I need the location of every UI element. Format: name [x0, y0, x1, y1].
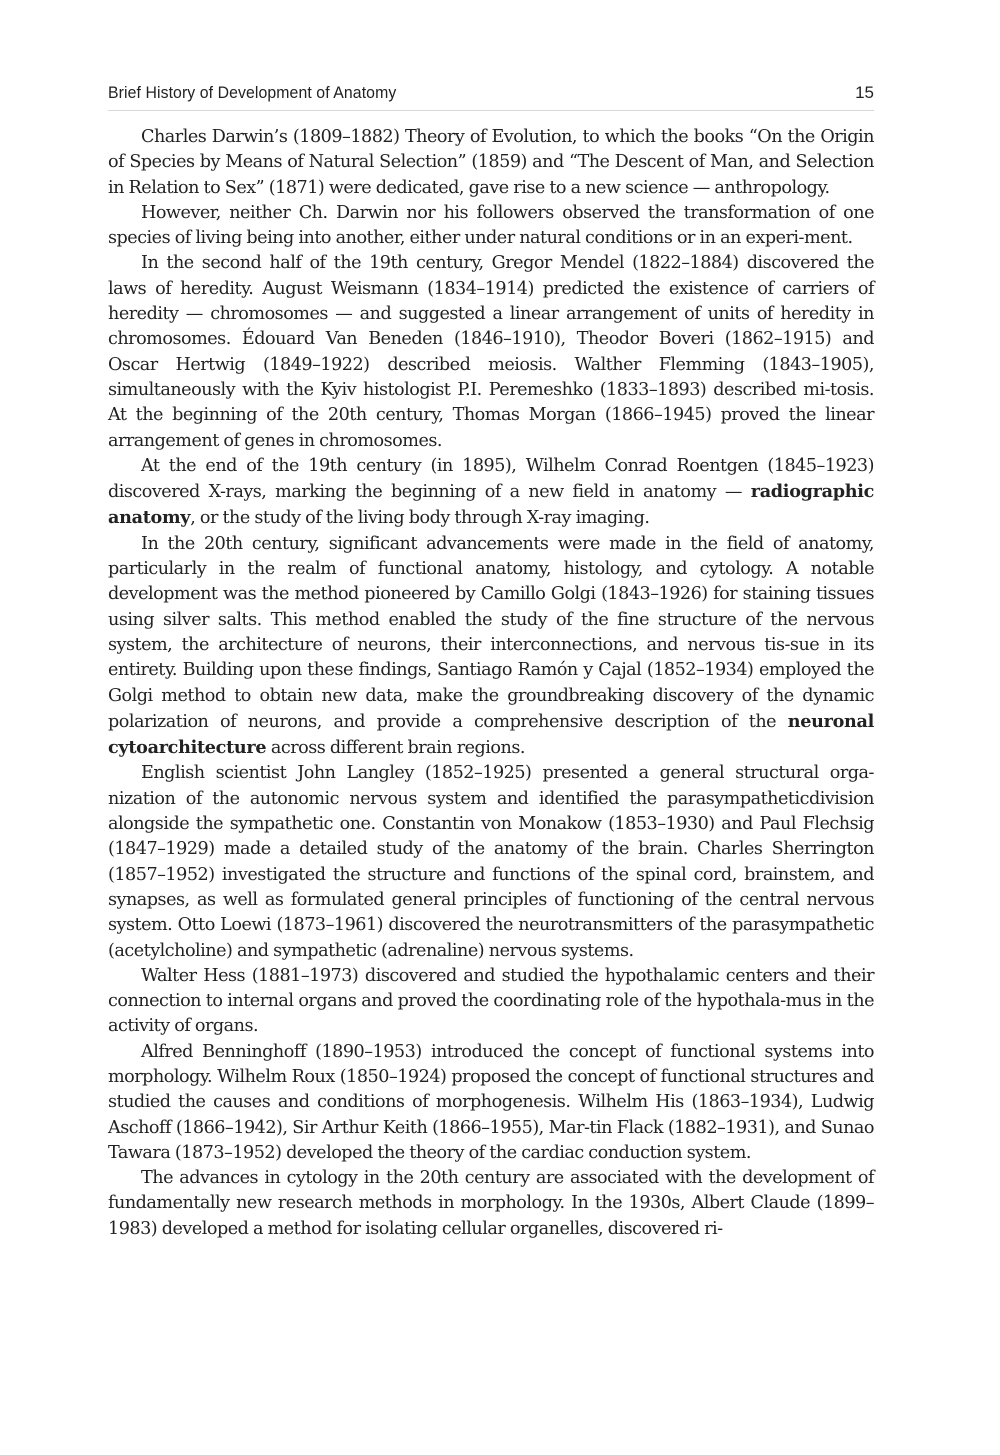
paragraph-heredity: In the second half of the 19th century, Gregor Mendel (1822–1884) discovered the laws of heredity. August Weismann (1834–1914) predicted the existence of carriers of heredity — chromosomes — and suggested a linear arrangement of units of heredity in chromosomes. Édouard Van Beneden (1846–1910), Theodor Boveri (1862–1915) and Oscar Hertwig (1849–1922) described meiosis. Walther Flemming (1843–1905), simultaneously with the Kyiv histologist P.I. Peremeshko (1833–1893) described mi-tosis. At the beginning of the 20th century, Thomas Morgan (1866–1945) proved the linear arrangement of genes in chromosomes.: [108, 253, 874, 451]
bold-term-radiographic-anatomy: radiographic anatomy: [108, 481, 874, 529]
paragraph-cytology: The advances in cytology in the 20th century are associated with the development of fundamentally new research methods in morphology. In the 1930s, Albert Claude (1899–1983) developed a method for isolating cellular organelles, discovered ri-: [108, 1168, 874, 1239]
paragraph-darwin: Charles Darwin’s (1809–1882) Theory of Evolution, to which the books “On the Origin of Species by Means of Natural Selection” (1859) and “The Descent of Man, and Selection in Relation to Sex” (1871) were dedicated, gave rise to a new science — anthropology.: [108, 127, 874, 198]
paragraph-darwin-followers: However, neither Ch. Darwin nor his followers observed the transformation of one species of living being into another, either under natural conditions or in an experi-ment.: [108, 202, 874, 249]
paragraph-langley: English scientist John Langley (1852–1925) presented a general structural orga-nization of the autonomic nervous system and identified the parasympatheticdivision alongside the sympathetic one. Constantin von Monakow (1853–1930) and Paul Flechsig (1847–1929) made a detailed study of the anatomy of the brain. Charles Sherrington (1857–1952) investigated the structure and functions of the spinal cord, brainstem, and synapses, as well as formulated general principles of functioning of the central nervous system. Otto Loewi (1873–1961) discovered the neurotransmitters of the parasympathetic (acetylcholine) and sympathetic (adrenaline) nervous systems.: [108, 763, 874, 961]
paragraph-benninghoff: Alfred Benninghoff (1890–1953) introduced the concept of functional systems into morphology. Wilhelm Roux (1850–1924) proposed the concept of functional structures and studied the causes and conditions of morphogenesis. Wilhelm His (1863–1934), Ludwig Aschoff (1866–1942), Sir Arthur Keith (1866–1955), Mar-tin Flack (1882–1931), and Sunao Tawara (1873–1952) developed the theory of the cardiac conduction system.: [108, 1041, 874, 1163]
paragraph-hess: Walter Hess (1881–1973) discovered and studied the hypothalamic centers and their connection to internal organs and proved the coordinating role of the hypothala-mus in the activity of organs.: [108, 965, 874, 1037]
paragraph-text: At the end of the 19th century (in 1895), Wilhelm Conrad Roentgen (1845–1923) discovered X-rays, marking the beginning of a new field in anatomy —: [108, 455, 874, 503]
running-header: [108, 82, 874, 111]
paragraph-text: In the 20th century, significant advancements were made in the field of anatomy, particularly in the realm of functional anatomy, histology, and cytology. A notable development was the method pioneered by Camillo Golgi (1843–1926) for staining tissues using silver salts. This method enabled the study of the fine structure of the nervous system, the architecture of neurons, their interconnections, and nervous tis-sue in its entirety. Building upon these findings, Santiago Ramón y Cajal (1852–1934) employed the Golgi method to obtain new data, make the groundbreaking discovery of the dynamic polarization of neurons, and provide a comprehensive description of the: [108, 533, 874, 732]
page-number: 15: [855, 83, 874, 102]
running-title: Brief History of Development of Anatomy: [108, 83, 397, 102]
paragraph-golgi-cajal: [108, 532, 874, 762]
paragraph-text: across different brain regions.: [266, 738, 525, 759]
body-text: [108, 125, 874, 1242]
bold-term-neuronal-cytoarchitecture: neuronal cytoarchitecture: [108, 710, 874, 759]
paragraph-radiographic-anatomy: [108, 454, 874, 532]
paragraph-text: , or the study of the living body through X-ray imaging.: [190, 508, 650, 529]
